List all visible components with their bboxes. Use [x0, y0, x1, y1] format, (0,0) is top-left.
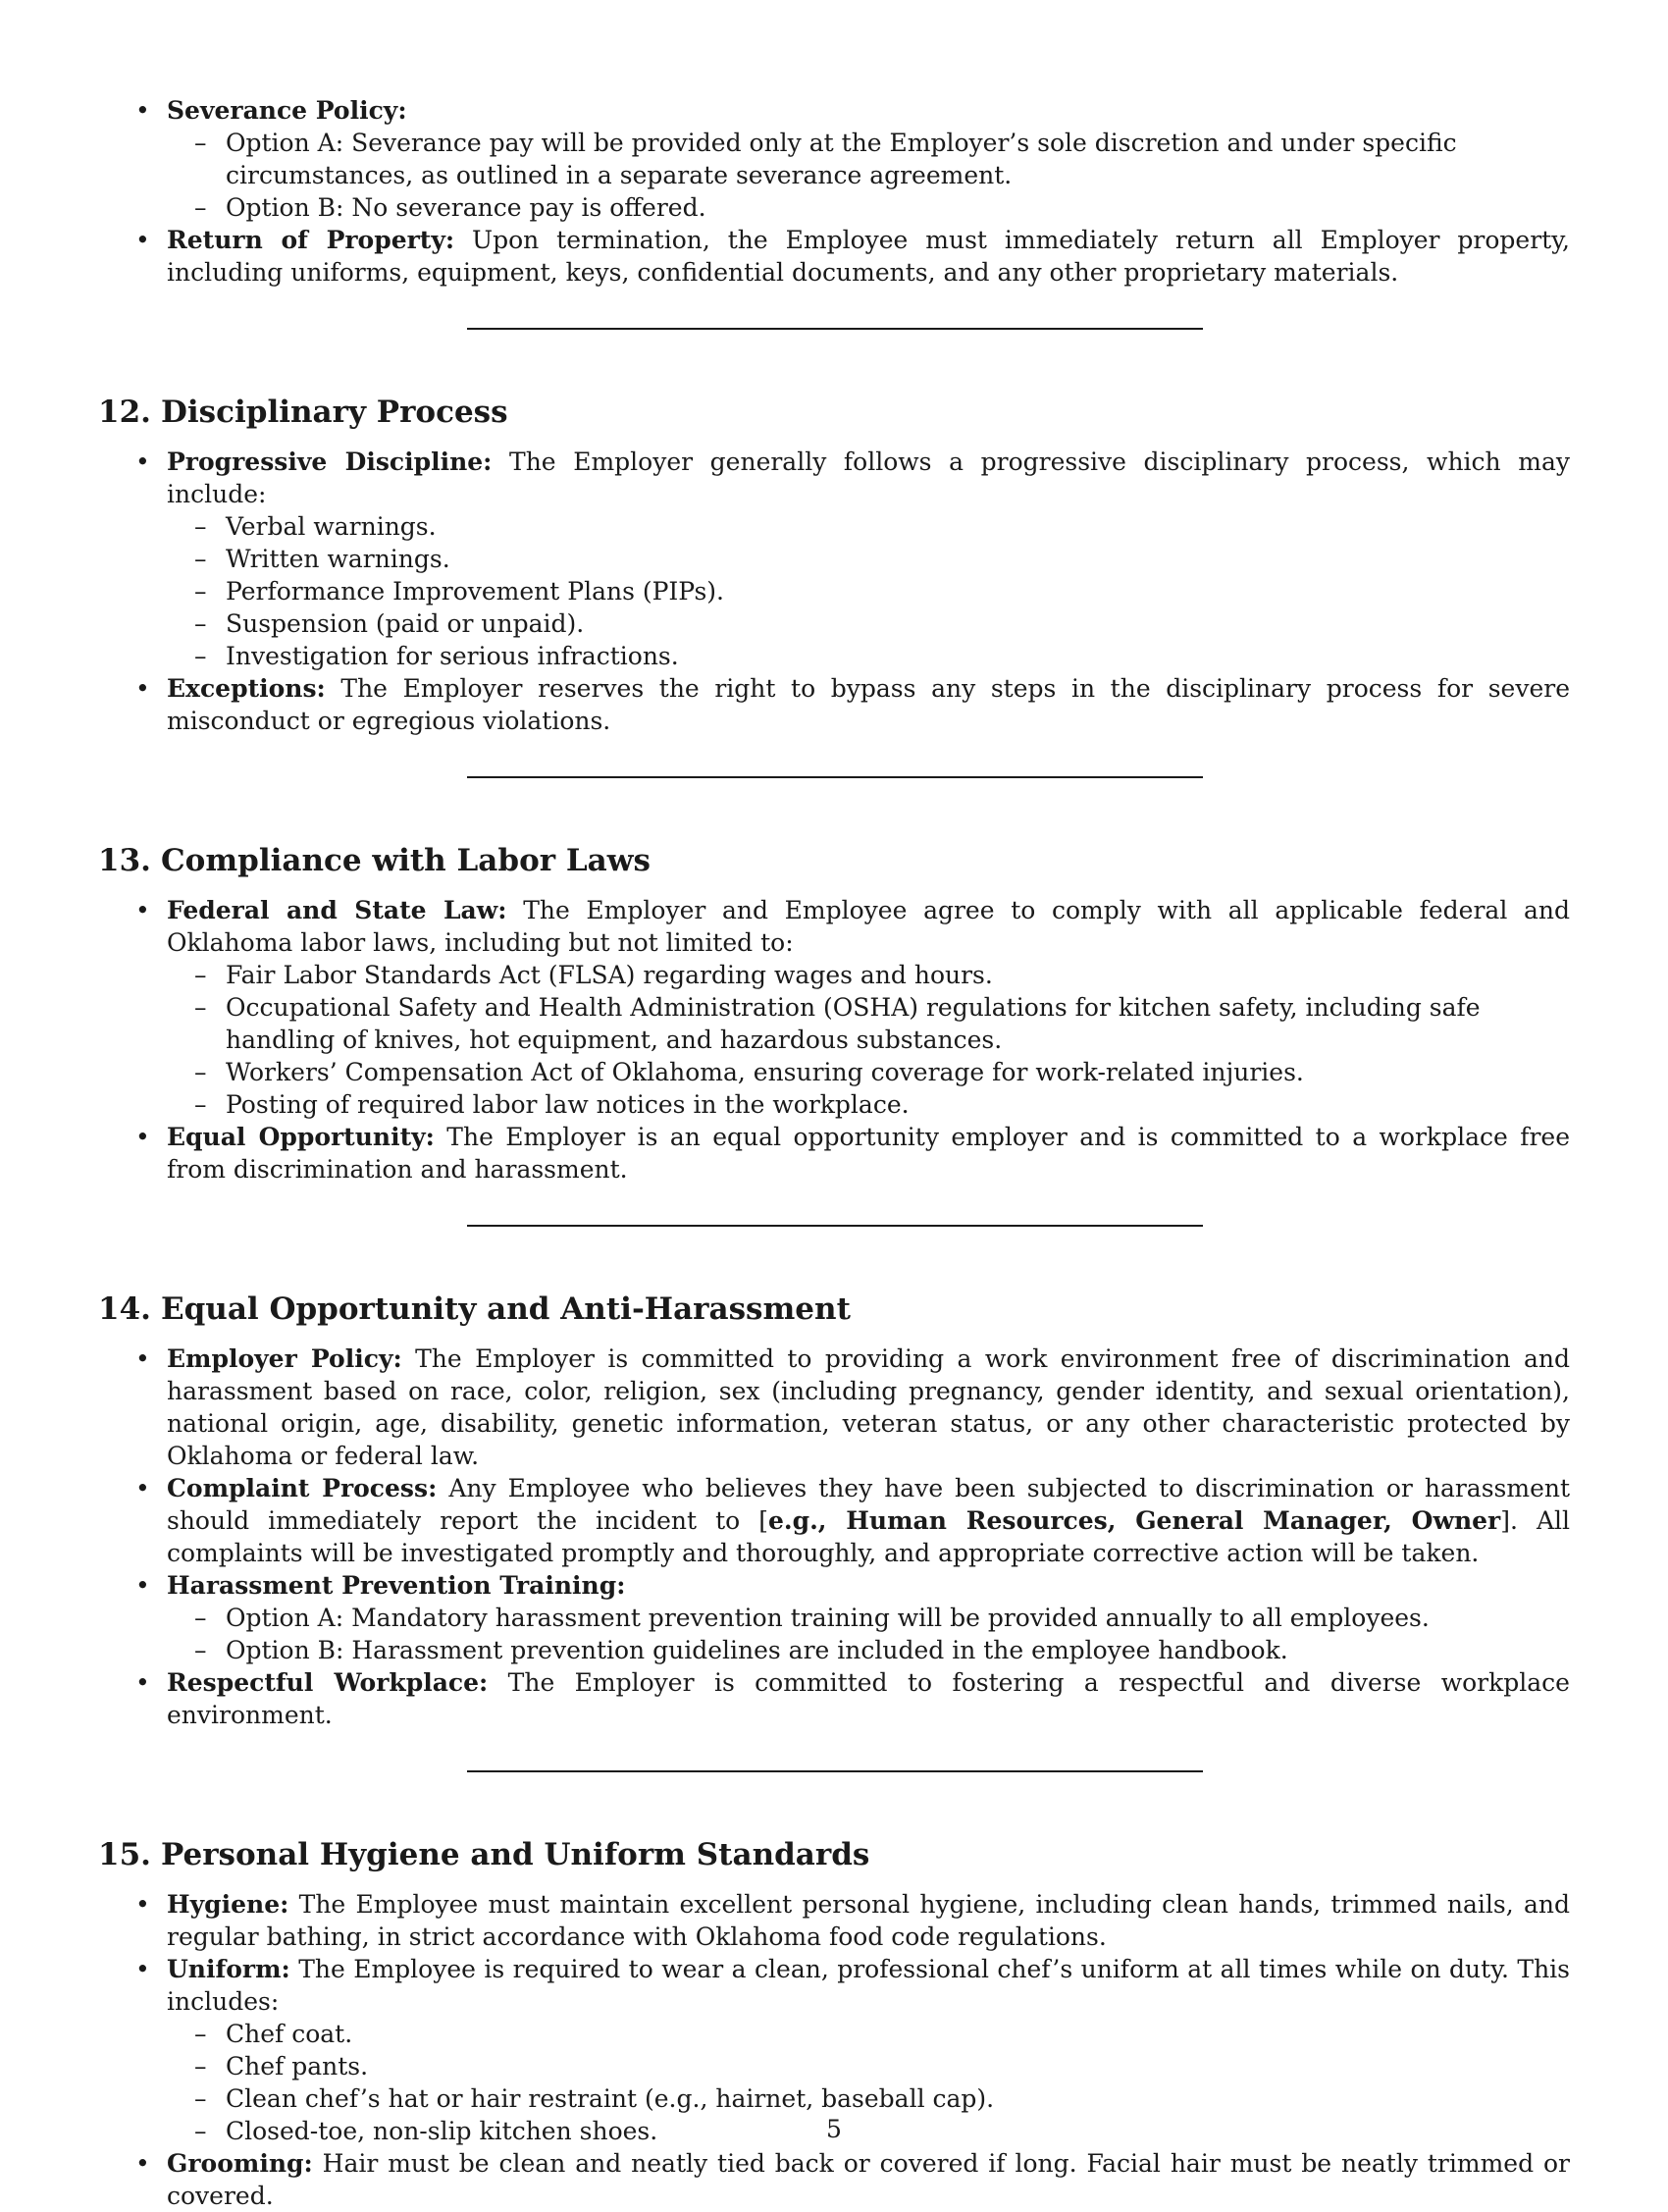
dash-icon: – [194, 961, 207, 989]
item-label: Employer Policy: [167, 1344, 402, 1373]
item-text: The Employer is committed to providing a work environment free of discrimination and harassment based on race, color, religion, sex (including pregnancy, gender identity, and sexual orientation), national origin, age, disability, genetic information, veteran status, or any other characteristic protected by Oklahoma or federal law. [167, 1344, 1570, 1470]
item-label: Equal Opportunity: [167, 1123, 435, 1151]
sub-list [167, 1602, 1570, 1666]
list-item [98, 1121, 1570, 1185]
dash-icon: – [194, 1636, 207, 1664]
bullet-icon: • [135, 1344, 150, 1373]
list-item [98, 446, 1570, 672]
bullet-icon: • [135, 674, 150, 703]
bullet-icon: • [135, 1890, 150, 1919]
list-item [98, 1888, 1570, 1953]
item-text: The Employer and Employee agree to comply with all applicable federal and Oklahoma labor laws, including but not limited to: [167, 896, 1571, 957]
sub-list [167, 510, 1570, 672]
dash-icon: – [194, 2117, 207, 2145]
item-label: Exceptions: [167, 674, 326, 703]
bullet-icon: • [135, 1474, 150, 1502]
list-item [98, 1666, 1570, 1731]
sub-list-item: – Chef pants. [194, 2052, 369, 2080]
sub-list-item: – Fair Labor Standards Act (FLSA) regarding wages and hours. [194, 961, 993, 989]
item-text: The Employer is committed to fostering a respectful and diverse workplace environment. [167, 1668, 1570, 1729]
bullet-icon: • [135, 448, 150, 476]
section-heading-13: 13. Compliance with Labor Laws [98, 843, 651, 878]
item-text: All complaints will be investigated promptly and thoroughly, and appropriate corrective action will be taken. [167, 1506, 1571, 1567]
item-label: Complaint Process: [167, 1474, 438, 1502]
dash-icon: – [194, 129, 207, 157]
section-divider [98, 1753, 1570, 1800]
list-item [98, 1569, 1570, 1666]
item-text: Upon termination, the Employee must immediately return all Employer property, including uniforms, equipment, keys, confidential documents, and any other proprietary materials. [167, 226, 1570, 287]
section-heading-12: 12. Disciplinary Process [98, 395, 508, 430]
section-divider [98, 1207, 1570, 1254]
list-item [98, 672, 1570, 737]
list-item [98, 2147, 1570, 2212]
sub-list [167, 127, 1570, 224]
dash-icon: – [194, 545, 207, 573]
item-text: Any Employee who believes they have been subjected to discrimination or harassment should immediately report the incident to [167, 1474, 1571, 1535]
dash-icon: – [194, 642, 207, 670]
sub-list-item: – Option B: No severance pay is offered. [194, 193, 706, 222]
sub-list-item: – Suspension (paid or unpaid). [194, 609, 585, 638]
dash-icon: – [194, 993, 207, 1022]
bullet-icon: • [135, 96, 150, 125]
list-item [98, 894, 1570, 1121]
item-label: Harassment Prevention Training: [167, 1571, 626, 1600]
bullet-icon: • [135, 226, 150, 254]
item-text: The Employer generally follows a progressive disciplinary process, which may include: [167, 448, 1570, 508]
sub-list-item: – Written warnings. [194, 545, 450, 573]
dash-icon: – [194, 1604, 207, 1632]
sub-list-item: – Investigation for serious infractions. [194, 642, 679, 670]
section-divider [98, 310, 1570, 357]
bullet-icon: • [135, 1571, 150, 1600]
dash-icon: – [194, 2084, 207, 2113]
list-item [98, 1343, 1570, 1472]
item-label: Respectful Workplace: [167, 1668, 489, 1697]
dash-icon: – [194, 1058, 207, 1086]
sub-list-item: – Verbal warnings. [194, 512, 437, 541]
dash-icon: – [194, 193, 207, 222]
section-14-list [98, 1343, 1570, 1731]
item-text: The Employer is an equal opportunity employer and is committed to a workplace free from discrimination and harassment. [167, 1123, 1570, 1184]
item-label: Grooming: [167, 2149, 313, 2178]
dash-icon: – [194, 2020, 207, 2048]
sub-list [167, 959, 1570, 1121]
sub-list-item: – Option B: Harassment prevention guidelines are included in the employee handbook. [194, 1636, 1288, 1664]
sub-list-item: – Workers’ Compensation Act of Oklahoma, ensuring coverage for work-related injuries. [194, 1058, 1304, 1086]
list-item [98, 94, 1570, 224]
item-label: Hygiene: [167, 1890, 289, 1919]
item-text: Hair must be clean and neatly tied back or covered if long. Facial hair must be neatly trimmed or covered. [167, 2149, 1570, 2210]
bullet-icon: • [135, 896, 150, 924]
dash-icon: – [194, 1090, 207, 1119]
placeholder-bracket: [e.g., Human Resources, General Manager, Owner]. [758, 1506, 1518, 1535]
item-text: The Employee must maintain excellent personal hygiene, including clean hands, trimmed nails, and regular bathing, in strict accordance with Oklahoma food code regulations. [167, 1890, 1570, 1951]
bullet-icon: • [135, 1668, 150, 1697]
item-label: Federal and State Law: [167, 896, 507, 924]
section-heading-14: 14. Equal Opportunity and Anti-Harassment [98, 1291, 851, 1327]
list-item [98, 224, 1570, 289]
section-heading-15: 15. Personal Hygiene and Uniform Standards [98, 1837, 870, 1872]
sub-list-item: – Option A: Severance pay will be provided only at the Employer’s sole discretion and under specific circumstances, as outlined in a separate severance agreement. [194, 129, 1457, 189]
item-label: Return of Property: [167, 226, 455, 254]
section-12-list [98, 446, 1570, 737]
sub-list-item: – Clean chef’s hat or hair restraint (e.g., hairnet, baseball cap). [194, 2084, 995, 2113]
sub-list-item: – Option A: Mandatory harassment prevention training will be provided annually to all employees. [194, 1604, 1430, 1632]
sub-list-item: – Occupational Safety and Health Administration (OSHA) regulations for kitchen safety, including safe handling of knives, hot equipment, and hazardous substances. [194, 993, 1481, 1054]
dash-icon: – [194, 2052, 207, 2080]
sub-list-item: – Posting of required labor law notices in the workplace. [194, 1090, 910, 1119]
dash-icon: – [194, 609, 207, 638]
list-item [98, 1472, 1570, 1569]
sub-list-item: – Chef coat. [194, 2020, 353, 2048]
sub-list-item: – Closed-toe, non-slip kitchen shoes. [194, 2117, 658, 2145]
item-label: Progressive Discipline: [167, 448, 493, 476]
item-label: Severance Policy: [167, 96, 407, 125]
item-text: The Employer reserves the right to bypass any steps in the disciplinary process for severe misconduct or egregious violations. [167, 674, 1570, 735]
item-label: Uniform: [167, 1955, 290, 1983]
item-text: The Employee is required to wear a clean, professional chef’s uniform at all times while on duty. This includes: [167, 1955, 1570, 2016]
dash-icon: – [194, 512, 207, 541]
bullet-icon: • [135, 1123, 150, 1151]
section-15-list [98, 1888, 1570, 2212]
bullet-icon: • [135, 1955, 150, 1983]
dash-icon: – [194, 577, 207, 606]
section-divider [98, 759, 1570, 806]
termination-continued-list [98, 94, 1570, 289]
page-number: 5 [826, 2115, 842, 2143]
document-page [98, 94, 1570, 2212]
bullet-icon: • [135, 2149, 150, 2178]
sub-list-item: – Performance Improvement Plans (PIPs). [194, 577, 724, 606]
section-13-list [98, 894, 1570, 1185]
